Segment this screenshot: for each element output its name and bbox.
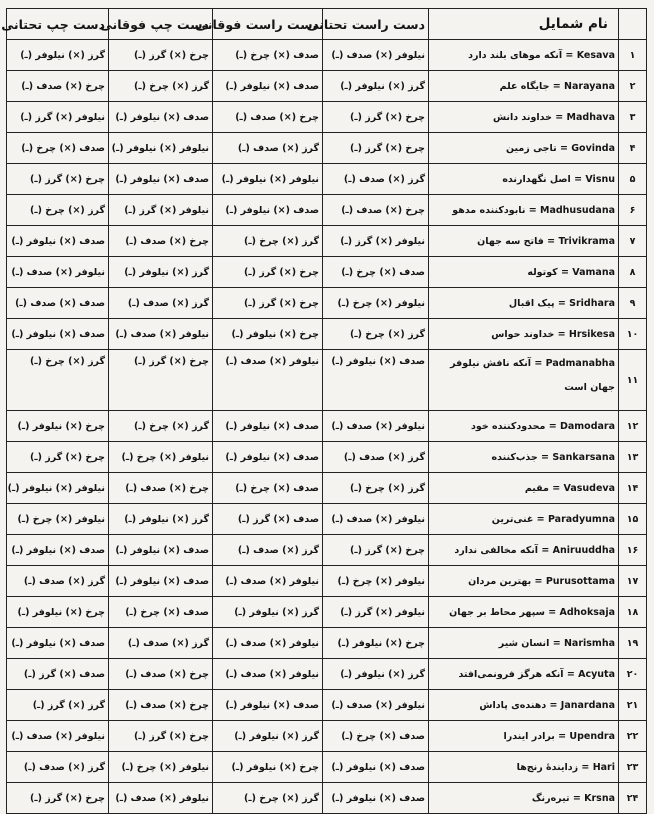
right-lower-hand: صدف (×) نیلوفر (ـ) (323, 783, 429, 814)
form-name (429, 473, 619, 504)
left-lower-hand: صدف (×) نیلوفر (ـ) (7, 226, 109, 257)
form-name (429, 40, 619, 71)
form-name-meaning: = زدایندهٔ رنج‌ها (516, 761, 593, 773)
row-number: ۱۸ (619, 597, 647, 628)
form-name-meaning: = آنکه مخالفی ندارد (454, 544, 553, 556)
form-name (429, 721, 619, 752)
left-lower-hand: صدف (×) صدف (ـ) (7, 288, 109, 319)
table-row (7, 566, 647, 597)
form-name-meaning: = غنی‌ترین (491, 513, 548, 525)
form-name-latin: Hari (592, 761, 615, 773)
right-upper-hand: چرخ (×) صدف (ـ) (213, 102, 323, 133)
left-upper-hand: گرز (×) نیلوفر (ـ) (109, 504, 213, 535)
visnu-forms-table (1, 8, 647, 814)
left-lower-hand: نیلوفر (×) صدف (ـ) (7, 721, 109, 752)
form-name (429, 71, 619, 102)
table-row (7, 319, 647, 350)
form-name (429, 659, 619, 690)
form-name-meaning: = فاتح سه جهان (477, 235, 559, 247)
form-name-meaning: = آنکه نافش نیلوفر جهان است (450, 358, 615, 393)
form-name-latin: Sankarsana (552, 451, 615, 463)
table-row (7, 133, 647, 164)
left-upper-hand: صدف (×) نیلوفر (ـ) (109, 102, 213, 133)
right-lower-hand: چرخ (×) گرز (ـ) (323, 535, 429, 566)
form-name-latin: Acyuta (578, 668, 615, 680)
right-upper-hand: چرخ (×) نیلوفر (ـ) (213, 752, 323, 783)
form-name (429, 442, 619, 473)
row-number: ۲۲ (619, 721, 647, 752)
form-name (429, 288, 619, 319)
left-lower-hand: گرز (×) گرز (ـ) (7, 690, 109, 721)
form-name-meaning: = جذب‌کننده (491, 451, 553, 463)
table-row (7, 350, 647, 411)
form-name (429, 102, 619, 133)
left-lower-hand: گرز (×) صدف (ـ) (7, 752, 109, 783)
form-name-meaning: = آنکه هرگز فرونمی‌افتد (458, 668, 579, 680)
right-upper-hand: گرز (×) چرخ (ـ) (213, 783, 323, 814)
form-name (429, 783, 619, 814)
form-name-latin: Narismha (563, 637, 615, 649)
table-row (7, 102, 647, 133)
header-number (619, 9, 647, 40)
form-name-meaning: = مقیم (524, 482, 564, 494)
row-number: ۲۱ (619, 690, 647, 721)
form-name-meaning: = بهترین مردان (468, 575, 546, 587)
right-lower-hand: صدف (×) نیلوفر (ـ) (323, 752, 429, 783)
right-upper-hand: نیلوفر (×) صدف (ـ) (213, 566, 323, 597)
right-upper-hand: چرخ (×) گرز (ـ) (213, 288, 323, 319)
form-name-latin: Adhoksaja (559, 606, 615, 618)
table-row (7, 226, 647, 257)
row-number: ۲۴ (619, 783, 647, 814)
form-name-meaning: = نابودکننده مدهو (452, 204, 540, 216)
right-lower-hand: چرخ (×) نیلوفر (ـ) (323, 628, 429, 659)
form-name-meaning: = سپهر محاط بر جهان (449, 606, 560, 618)
right-upper-hand: صدف (×) چرخ (ـ) (213, 473, 323, 504)
form-name (429, 597, 619, 628)
left-lower-hand: نیلوفر (×) صدف (ـ) (7, 257, 109, 288)
form-name-latin: Padmanabha (545, 358, 615, 369)
left-lower-hand: چرخ (×) گرز (ـ) (7, 164, 109, 195)
right-lower-hand: گرز (×) صدف (ـ) (323, 442, 429, 473)
form-name-meaning: = کوتوله (527, 266, 573, 278)
left-upper-hand: چرخ (×) گرز (ـ) (109, 40, 213, 71)
right-lower-hand: گرز (×) صدف (ـ) (323, 164, 429, 195)
header-left-upper: دست چپ فوقانی (109, 9, 213, 40)
form-name (429, 350, 619, 411)
left-upper-hand: چرخ (×) صدف (ـ) (109, 659, 213, 690)
left-lower-hand: چرخ (×) نیلوفر (ـ) (7, 597, 109, 628)
right-lower-hand: نیلوفر (×) صدف (ـ) (323, 504, 429, 535)
table-row (7, 659, 647, 690)
right-upper-hand: صدف (×) نیلوفر (ـ) (213, 442, 323, 473)
right-upper-hand: صدف (×) گرز (ـ) (213, 504, 323, 535)
left-upper-hand: گرز (×) چرخ (ـ) (109, 411, 213, 442)
right-lower-hand: گرز (×) چرخ (ـ) (323, 473, 429, 504)
right-lower-hand: نیلوفر (×) صدف (ـ) (323, 40, 429, 71)
right-lower-hand: چرخ (×) صدف (ـ) (323, 195, 429, 226)
right-lower-hand: نیلوفر (×) صدف (ـ) (323, 411, 429, 442)
right-lower-hand: نیلوفر (×) صدف (ـ) (323, 690, 429, 721)
table-row (7, 40, 647, 71)
table-row (7, 752, 647, 783)
row-number: ۱۳ (619, 442, 647, 473)
row-number: ۶ (619, 195, 647, 226)
left-upper-hand: نیلوفر (×) نیلوفر (ـ) (109, 133, 213, 164)
row-number: ۱۹ (619, 628, 647, 659)
right-lower-hand: چرخ (×) گرز (ـ) (323, 133, 429, 164)
left-upper-hand: نیلوفر (×) چرخ (ـ) (109, 442, 213, 473)
left-lower-hand: گرز (×) نیلوفر (ـ) (7, 40, 109, 71)
form-name-meaning: = جایگاه علم (499, 80, 565, 92)
left-upper-hand: گرز (×) نیلوفر (ـ) (109, 257, 213, 288)
form-name-latin: Visnu (585, 173, 615, 185)
row-number: ۷ (619, 226, 647, 257)
form-name-meaning: = انسان شیر (498, 637, 564, 649)
form-name (429, 566, 619, 597)
right-lower-hand: گرز (×) چرخ (ـ) (323, 319, 429, 350)
table-row (7, 721, 647, 752)
right-upper-hand: گرز (×) نیلوفر (ـ) (213, 597, 323, 628)
form-name-latin: Trivikrama (558, 235, 615, 247)
form-name-meaning: = خداوند حواس (491, 328, 569, 340)
right-upper-hand: صدف (×) نیلوفر (ـ) (213, 690, 323, 721)
left-upper-hand: چرخ (×) صدف (ـ) (109, 226, 213, 257)
header-right-upper: دست راست فوقانی (213, 9, 323, 40)
left-lower-hand: نیلوفر (×) گرز (ـ) (7, 102, 109, 133)
right-upper-hand: صدف (×) نیلوفر (ـ) (213, 195, 323, 226)
form-name-meaning: = خداوند دانش (492, 111, 567, 123)
row-number: ۲۰ (619, 659, 647, 690)
form-name-latin: Janardana (560, 699, 615, 711)
table-row (7, 690, 647, 721)
form-name-meaning: = تاجی زمین (505, 142, 572, 154)
form-name-latin: Kesava (576, 49, 615, 61)
form-name (429, 226, 619, 257)
table-row (7, 442, 647, 473)
table-row (7, 783, 647, 814)
form-name-latin: Paradyumna (547, 513, 615, 525)
left-lower-hand: گرز (×) چرخ (ـ) (7, 195, 109, 226)
right-upper-hand: گرز (×) صدف (ـ) (213, 133, 323, 164)
left-lower-hand: نیلوفر (×) نیلوفر (ـ) (7, 473, 109, 504)
form-name-latin: Krsna (584, 792, 615, 804)
left-lower-hand: صدف (×) چرخ (ـ) (7, 133, 109, 164)
table-row (7, 535, 647, 566)
form-name (429, 504, 619, 535)
row-number: ۱۶ (619, 535, 647, 566)
table-row (7, 628, 647, 659)
form-name (429, 411, 619, 442)
form-name-meaning: = تیره‌رنگ (531, 792, 585, 804)
form-name-meaning: = پیک اقبال (508, 297, 570, 309)
form-name-meaning: = آنکه موهای بلند دارد (468, 49, 577, 61)
left-upper-hand: گرز (×) چرخ (ـ) (109, 71, 213, 102)
table-row (7, 71, 647, 102)
form-name-meaning: = برادر ایندرا (503, 730, 570, 742)
table-row (7, 164, 647, 195)
form-name-meaning: = اصل نگهدارنده (502, 173, 586, 185)
left-lower-hand: نیلوفر (×) چرخ (ـ) (7, 504, 109, 535)
row-number: ۱۷ (619, 566, 647, 597)
right-upper-hand: صدف (×) نیلوفر (ـ) (213, 71, 323, 102)
form-name-latin: Sridhara (569, 297, 615, 309)
form-name-latin: Hrsikesa (568, 328, 615, 340)
header-right-lower: دست راست تحتانی (323, 9, 429, 40)
right-upper-hand: چرخ (×) گرز (ـ) (213, 257, 323, 288)
row-number: ۴ (619, 133, 647, 164)
right-lower-hand: صدف (×) چرخ (ـ) (323, 257, 429, 288)
row-number: ۱ (619, 40, 647, 71)
right-upper-hand: نیلوفر (×) صدف (ـ) (213, 350, 323, 411)
left-upper-hand: چرخ (×) گرز (ـ) (109, 721, 213, 752)
right-lower-hand: گرز (×) نیلوفر (ـ) (323, 659, 429, 690)
form-name (429, 195, 619, 226)
header-name: نام شمایل (429, 9, 619, 40)
form-name-meaning: = دهنده‌ی پاداش (479, 699, 561, 711)
table-row (7, 257, 647, 288)
row-number: ۱۴ (619, 473, 647, 504)
left-lower-hand: چرخ (×) گرز (ـ) (7, 442, 109, 473)
form-name-latin: Damodara (559, 420, 615, 432)
row-number: ۲ (619, 71, 647, 102)
left-upper-hand: نیلوفر (×) چرخ (ـ) (109, 752, 213, 783)
form-name (429, 535, 619, 566)
left-lower-hand: صدف (×) گرز (ـ) (7, 659, 109, 690)
right-lower-hand: نیلوفر (×) چرخ (ـ) (323, 288, 429, 319)
right-upper-hand: گرز (×) نیلوفر (ـ) (213, 721, 323, 752)
table-row (7, 195, 647, 226)
form-name (429, 628, 619, 659)
row-number: ۸ (619, 257, 647, 288)
left-lower-hand: چرخ (×) گرز (ـ) (7, 783, 109, 814)
right-lower-hand: نیلوفر (×) گرز (ـ) (323, 226, 429, 257)
form-name (429, 164, 619, 195)
form-name-latin: Aniruuddha (552, 544, 615, 556)
left-upper-hand: گرز (×) صدف (ـ) (109, 628, 213, 659)
right-upper-hand: صدف (×) نیلوفر (ـ) (213, 411, 323, 442)
left-upper-hand: صدف (×) نیلوفر (ـ) (109, 566, 213, 597)
left-lower-hand: چرخ (×) صدف (ـ) (7, 71, 109, 102)
table-row (7, 473, 647, 504)
left-lower-hand: صدف (×) نیلوفر (ـ) (7, 319, 109, 350)
left-lower-hand: گرز (×) چرخ (ـ) (7, 350, 109, 411)
right-upper-hand: نیلوفر (×) نیلوفر (ـ) (213, 164, 323, 195)
left-lower-hand: چرخ (×) نیلوفر (ـ) (7, 411, 109, 442)
right-upper-hand: گرز (×) چرخ (ـ) (213, 226, 323, 257)
left-lower-hand: صدف (×) نیلوفر (ـ) (7, 535, 109, 566)
form-name-latin: Govinda (571, 142, 615, 154)
table-row (7, 597, 647, 628)
left-upper-hand: گرز (×) صدف (ـ) (109, 288, 213, 319)
form-name-latin: Purusottama (545, 575, 615, 587)
form-name-latin: Vasudeva (563, 482, 615, 494)
table-row (7, 411, 647, 442)
table-body (7, 40, 647, 814)
table-row (7, 288, 647, 319)
form-name-latin: Narayana (564, 80, 615, 92)
form-name (429, 257, 619, 288)
form-name (429, 133, 619, 164)
header-left-lower: دست چپ تحتانی (7, 9, 109, 40)
left-upper-hand: نیلوفر (×) گرز (ـ) (109, 195, 213, 226)
left-upper-hand: صدف (×) نیلوفر (ـ) (109, 164, 213, 195)
row-number: ۵ (619, 164, 647, 195)
row-number: ۲۳ (619, 752, 647, 783)
right-upper-hand: چرخ (×) نیلوفر (ـ) (213, 319, 323, 350)
left-upper-hand: نیلوفر (×) صدف (ـ) (109, 319, 213, 350)
header-row (7, 9, 647, 40)
left-upper-hand: چرخ (×) گرز (ـ) (109, 350, 213, 411)
right-upper-hand: گرز (×) صدف (ـ) (213, 535, 323, 566)
form-name-latin: Madhusudana (540, 204, 615, 216)
left-lower-hand: گرز (×) صدف (ـ) (7, 566, 109, 597)
left-upper-hand: صدف (×) چرخ (ـ) (109, 597, 213, 628)
row-number: ۹ (619, 288, 647, 319)
form-name-latin: Upendra (569, 730, 615, 742)
form-name-meaning: = محدودکننده خود (471, 420, 560, 432)
form-name (429, 690, 619, 721)
form-name (429, 319, 619, 350)
row-number: ۱۰ (619, 319, 647, 350)
right-upper-hand: صدف (×) چرخ (ـ) (213, 40, 323, 71)
right-upper-hand: نیلوفر (×) صدف (ـ) (213, 628, 323, 659)
right-lower-hand: نیلوفر (×) گرز (ـ) (323, 597, 429, 628)
form-name-latin: Vamana (572, 266, 615, 278)
right-upper-hand: نیلوفر (×) صدف (ـ) (213, 659, 323, 690)
table-row (7, 504, 647, 535)
row-number: ۱۱ (619, 350, 647, 411)
left-lower-hand: صدف (×) نیلوفر (ـ) (7, 628, 109, 659)
row-number: ۳ (619, 102, 647, 133)
row-number: ۱۲ (619, 411, 647, 442)
left-upper-hand: صدف (×) نیلوفر (ـ) (109, 535, 213, 566)
right-lower-hand: چرخ (×) گرز (ـ) (323, 102, 429, 133)
right-lower-hand: صدف (×) نیلوفر (ـ) (323, 350, 429, 411)
right-lower-hand: گرز (×) نیلوفر (ـ) (323, 71, 429, 102)
left-upper-hand: چرخ (×) صدف (ـ) (109, 473, 213, 504)
left-upper-hand: نیلوفر (×) صدف (ـ) (109, 783, 213, 814)
right-lower-hand: صدف (×) چرخ (ـ) (323, 721, 429, 752)
form-name-latin: Madhava (566, 111, 615, 123)
right-lower-hand: نیلوفر (×) چرخ (ـ) (323, 566, 429, 597)
left-upper-hand: چرخ (×) صدف (ـ) (109, 690, 213, 721)
form-name (429, 752, 619, 783)
row-number: ۱۵ (619, 504, 647, 535)
